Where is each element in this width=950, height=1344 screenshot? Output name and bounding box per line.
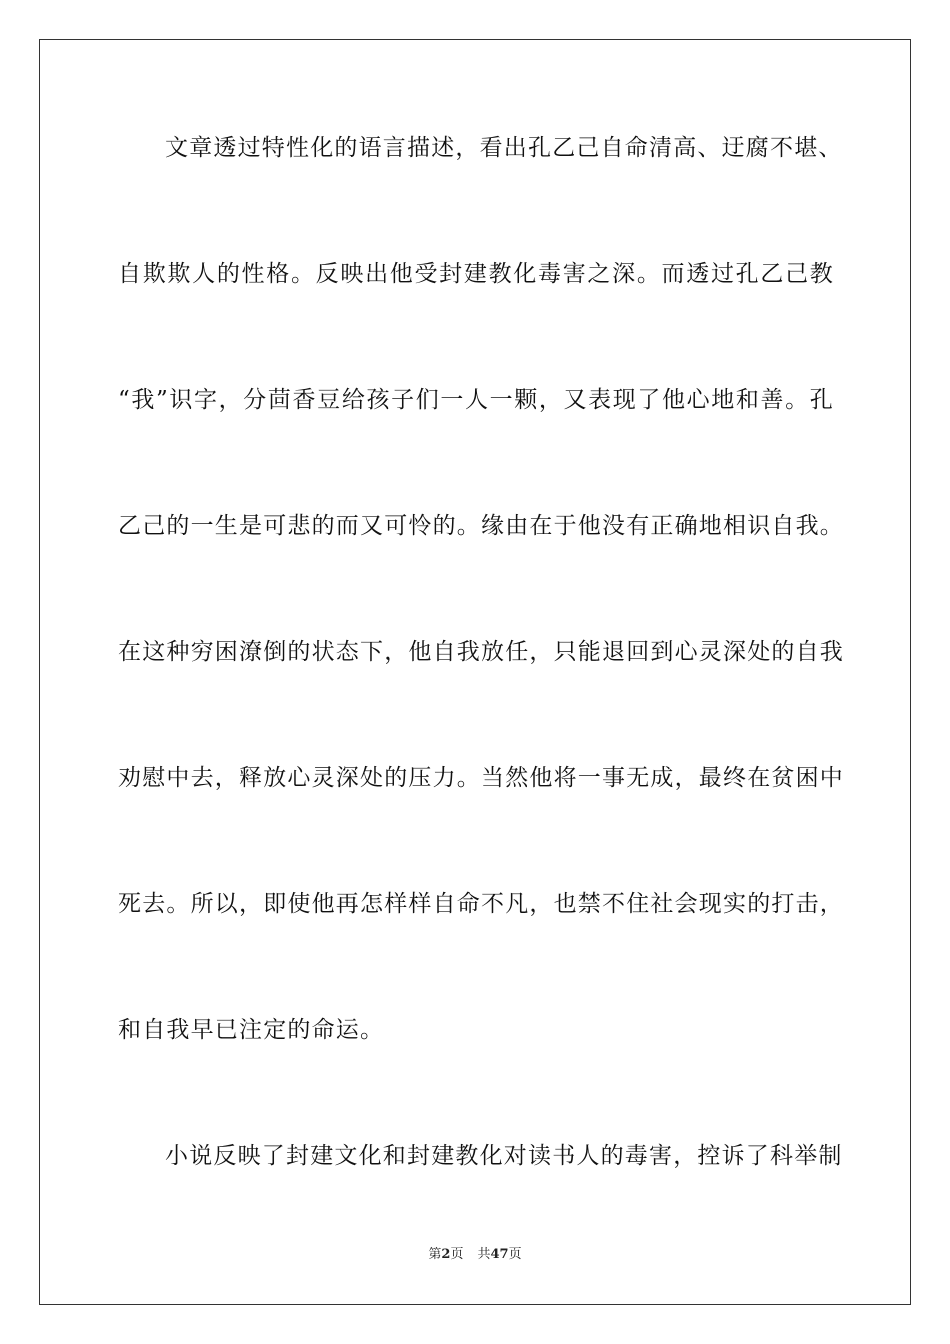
page-footer: [0, 1246, 950, 1264]
paragraph-1-line-6: 劝慰中去，释放心灵深处的压力。当然他将一事无成，最终在贫困中: [118, 765, 844, 791]
page-suffix: 页: [450, 1247, 464, 1262]
paragraph-1-line-5: 在这种穷困潦倒的状态下，他自我放任，只能退回到心灵深处的自我: [118, 639, 844, 665]
total-prefix: 共: [477, 1247, 491, 1262]
paragraph-1-line-3: “我”识字，分茴香豆给孩子们一人一颗，又表现了他心地和善。孔: [118, 387, 834, 413]
paragraph-1-line-1: 文章透过特性化的语言描述，看出孔乙己自命清高、迂腐不堪、: [165, 135, 843, 161]
page-border: [39, 39, 911, 1305]
page-prefix: 第: [428, 1247, 442, 1262]
paragraph-1-line-2: 自欺欺人的性格。反映出他受封建教化毒害之深。而透过孔乙己教: [118, 261, 834, 287]
total-pages: 47: [490, 1247, 509, 1262]
paragraph-1-line-4: 乙己的一生是可悲的而又可怜的。缘由在于他没有正确地相识自我。: [118, 513, 844, 539]
paragraph-1-line-7: 死去。所以，即使他再怎样样自命不凡，也禁不住社会现实的打击，: [118, 891, 844, 917]
paragraph-1-line-8: 和自我早已注定的命运。: [118, 1017, 385, 1043]
page-number: 2: [441, 1247, 451, 1262]
total-suffix: 页: [508, 1247, 522, 1262]
paragraph-2-line-1: 小说反映了封建文化和封建教化对读书人的毒害，控诉了科举制: [165, 1143, 843, 1169]
